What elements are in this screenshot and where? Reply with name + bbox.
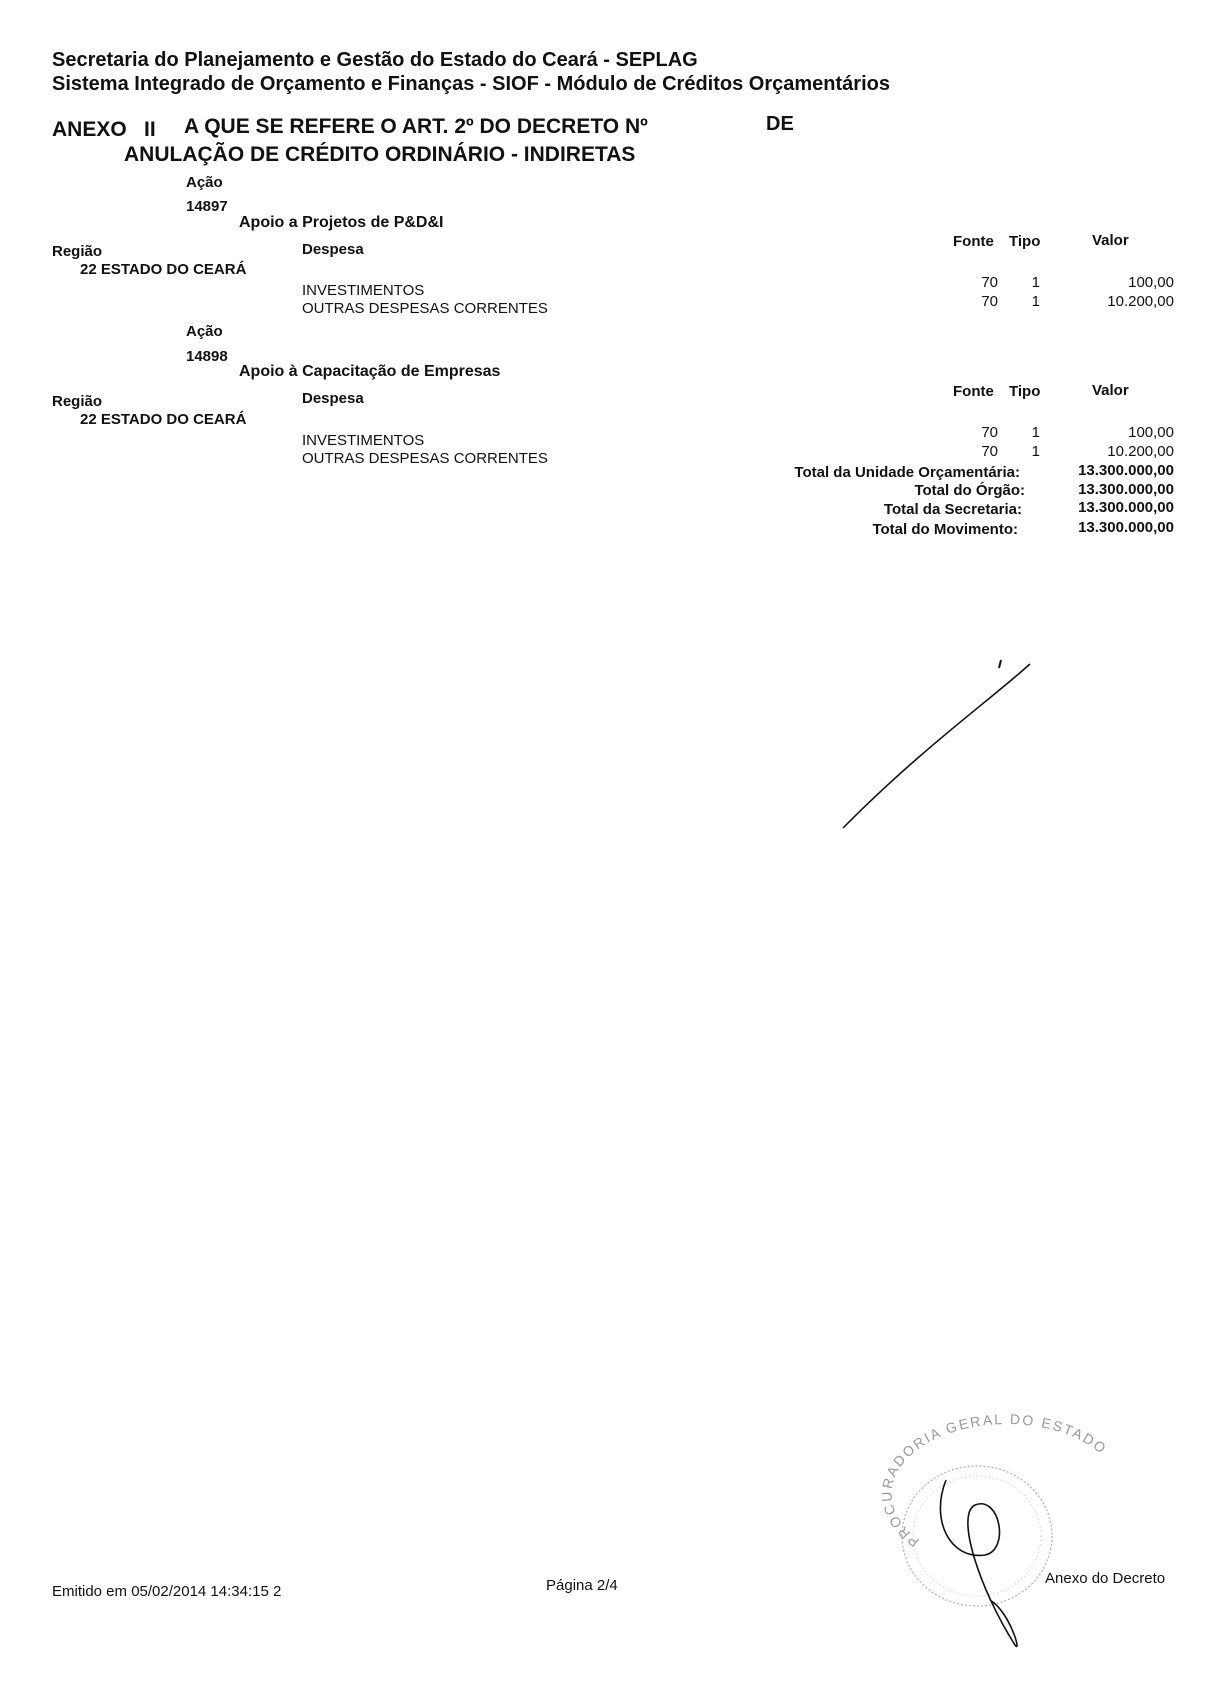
acao-name: Apoio à Capacitação de Empresas	[239, 363, 501, 380]
annex-label: ANEXO	[52, 118, 127, 141]
annex-roman: II	[144, 118, 156, 141]
header-line-2: Sistema Integrado de Orçamento e Finanças - SIOF - Módulo de Créditos Orçamentários	[52, 73, 890, 95]
despesa-row: INVESTIMENTOS	[302, 282, 425, 299]
regiao-label: Região	[52, 243, 103, 260]
fonte-cell: 70	[981, 424, 998, 441]
tipo-cell: 1	[1031, 443, 1040, 460]
annex-subtitle: ANULAÇÃO DE CRÉDITO ORDINÁRIO - INDIRETAS	[124, 143, 636, 166]
col-tipo-header: Tipo	[1009, 233, 1041, 250]
fonte-cell: 70	[981, 274, 998, 291]
despesa-label: Despesa	[302, 241, 364, 258]
total-label: Total do Órgão:	[914, 482, 1025, 499]
total-value: 13.300.000,00	[1078, 462, 1174, 479]
regiao-value: 22 ESTADO DO CEARÁ	[80, 261, 247, 278]
tipo-cell: 1	[1031, 424, 1040, 441]
despesa-row: OUTRAS DESPESAS CORRENTES	[302, 300, 548, 317]
col-fonte-header: Fonte	[953, 233, 994, 250]
total-value: 13.300.000,00	[1078, 481, 1174, 498]
col-tipo-header: Tipo	[1009, 383, 1041, 400]
annex-reference: A QUE SE REFERE O ART. 2º DO DECRETO Nº	[184, 115, 648, 138]
annex-de: DE	[766, 113, 794, 135]
valor-cell: 100,00	[1128, 424, 1174, 441]
valor-cell: 10.200,00	[1107, 293, 1174, 310]
fonte-cell: 70	[981, 443, 998, 460]
total-label: Total da Secretaria:	[883, 501, 1022, 518]
regiao-label: Região	[52, 393, 103, 410]
total-value: 13.300.000,00	[1078, 499, 1174, 516]
svg-text:PROCURADORIA GERAL DO ESTADO: PROCURADORIA GERAL DO ESTADO	[878, 1410, 1111, 1551]
col-valor-header: Valor	[1092, 382, 1129, 399]
despesa-row: OUTRAS DESPESAS CORRENTES	[302, 450, 548, 467]
despesa-row: INVESTIMENTOS	[302, 432, 425, 449]
acao-code: 14897	[186, 198, 228, 215]
header-line-1: Secretaria do Planejamento e Gestão do Estado do Ceará - SEPLAG	[52, 49, 698, 71]
regiao-value: 22 ESTADO DO CEARÁ	[80, 411, 247, 428]
total-label: Total do Movimento:	[872, 521, 1018, 538]
total-label: Total da Unidade Orçamentária:	[794, 464, 1020, 481]
acao-label: Ação	[186, 323, 223, 340]
total-value: 13.300.000,00	[1078, 519, 1174, 536]
tipo-cell: 1	[1031, 293, 1040, 310]
tipo-cell: 1	[1031, 274, 1040, 291]
footer-anexo: Anexo do Decreto	[1045, 1570, 1166, 1587]
acao-name: Apoio a Projetos de P&D&I	[239, 214, 444, 231]
valor-cell: 100,00	[1128, 274, 1174, 291]
col-valor-header: Valor	[1092, 232, 1129, 249]
fonte-cell: 70	[981, 293, 998, 310]
footer-pagina: Página 2/4	[546, 1577, 618, 1594]
col-fonte-header: Fonte	[953, 383, 994, 400]
despesa-label: Despesa	[302, 390, 364, 407]
acao-code: 14898	[186, 348, 228, 365]
acao-label: Ação	[186, 174, 223, 191]
footer-emitido: Emitido em 05/02/2014 14:34:15 2	[52, 1583, 282, 1600]
valor-cell: 10.200,00	[1107, 443, 1174, 460]
